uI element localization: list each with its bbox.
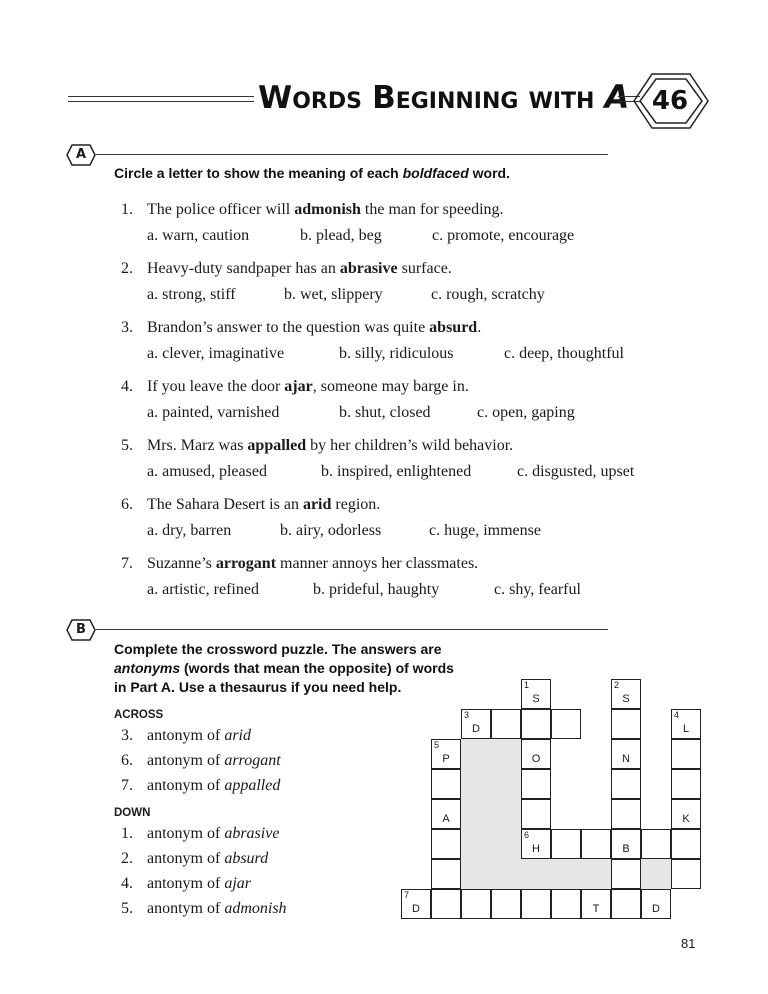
question-text: , someone may barge in. — [312, 378, 469, 395]
question-text: region. — [331, 496, 381, 513]
clue-word: abrasive — [224, 825, 280, 842]
question-text: by her children’s wild behavior. — [306, 437, 514, 454]
answer-option-a[interactable]: a. painted, varnished — [147, 404, 280, 421]
crossword-cell[interactable] — [431, 829, 461, 859]
question-text: Brandon’s answer to the question was quite — [147, 319, 430, 336]
vocab-word: arrogant — [215, 555, 277, 572]
crossword-cell[interactable] — [491, 889, 521, 919]
vocab-word: abrasive — [339, 260, 398, 277]
cell-letter: K — [682, 813, 690, 825]
clue-word: absurd — [224, 850, 269, 867]
crossword-shaded-area — [461, 769, 491, 799]
clue-number-label: 4 — [674, 710, 680, 720]
question-number: 2. — [121, 260, 133, 277]
header-rule-left-bottom — [68, 101, 254, 102]
down-clue-1 — [121, 824, 279, 844]
crossword-cell[interactable] — [431, 739, 461, 769]
clue-number-label: 2 — [614, 680, 620, 690]
answer-option-a[interactable]: a. warn, caution — [147, 227, 250, 244]
crossword-cell[interactable] — [641, 889, 671, 919]
clue-text: antonym of — [147, 777, 225, 794]
section-a-badge: A — [75, 147, 87, 162]
crossword-cell[interactable] — [551, 709, 581, 739]
crossword-shaded-area — [461, 799, 491, 829]
question-text: . — [477, 319, 482, 336]
crossword-cell[interactable] — [611, 709, 641, 739]
question-1 — [121, 200, 504, 220]
crossword-cell[interactable] — [431, 769, 461, 799]
clue-number: 7. — [121, 777, 133, 794]
crossword-cell[interactable] — [671, 829, 701, 859]
crossword-cell[interactable] — [521, 709, 551, 739]
cell-letter: N — [622, 753, 630, 765]
cell-letter: L — [682, 723, 690, 735]
across-clue-7 — [121, 776, 280, 796]
crossword-cell[interactable] — [461, 709, 491, 739]
crossword-shaded-area — [491, 859, 521, 889]
crossword-cell[interactable] — [611, 859, 641, 889]
question-text: manner annoys her classmates. — [276, 555, 479, 572]
question-number: 1. — [121, 201, 133, 218]
answer-option-a[interactable]: a. amused, pleased — [147, 463, 267, 480]
clue-text: antonym of — [147, 850, 225, 867]
cell-letter: D — [652, 903, 660, 915]
crossword-cell[interactable] — [521, 739, 551, 769]
clue-word: ajar — [224, 875, 251, 892]
clue-number: 6. — [121, 752, 133, 769]
answer-option-c[interactable]: c. promote, encourage — [432, 227, 575, 244]
down-heading: DOWN — [114, 807, 151, 819]
question-6 — [121, 495, 380, 515]
cell-letter: B — [622, 843, 630, 855]
clue-number-label: 7 — [404, 890, 410, 900]
question-text: The Sahara Desert is an — [147, 496, 303, 513]
crossword-shaded-area — [461, 739, 491, 769]
crossword-cell[interactable] — [611, 889, 641, 919]
answer-option-c[interactable]: c. deep, thoughtful — [504, 345, 624, 362]
crossword-cell[interactable] — [401, 889, 431, 919]
question-number: 7. — [121, 555, 133, 572]
clue-number: 2. — [121, 850, 133, 867]
crossword-cell[interactable] — [641, 829, 671, 859]
crossword-cell[interactable] — [611, 679, 641, 709]
crossword-cell[interactable] — [611, 799, 641, 829]
crossword-shaded-area — [491, 829, 521, 859]
crossword-cell[interactable] — [671, 859, 701, 889]
section-a-instruction: Circle a letter to show the meaning of each boldfaced word. — [114, 165, 510, 181]
crossword-shaded-area — [641, 859, 671, 889]
crossword-cell[interactable] — [581, 829, 611, 859]
question-text: The police officer will — [147, 201, 295, 218]
cell-letter: D — [472, 723, 480, 735]
clue-number-label: 5 — [434, 740, 440, 750]
crossword-cell[interactable] — [581, 889, 611, 919]
crossword-cell[interactable] — [611, 769, 641, 799]
clue-text: antonym of — [147, 875, 225, 892]
crossword-shaded-area — [551, 859, 581, 889]
crossword-cell[interactable] — [491, 709, 521, 739]
question-3 — [121, 318, 481, 338]
cell-letter: S — [622, 693, 630, 705]
down-clue-2 — [121, 849, 268, 869]
clue-number-label: 6 — [524, 830, 530, 840]
crossword-shaded-area — [491, 799, 521, 829]
clue-text: antonym of — [147, 727, 225, 744]
question-number: 6. — [121, 496, 133, 513]
question-text: the man for speeding. — [360, 201, 504, 218]
down-clue-5 — [121, 899, 287, 919]
answer-option-c[interactable]: c. huge, immense — [429, 522, 541, 539]
question-text: Mrs. Marz was — [147, 437, 248, 454]
section-b-badge: B — [76, 622, 86, 637]
crossword-shaded-area — [461, 829, 491, 859]
across-heading: ACROSS — [114, 709, 164, 721]
cell-letter: A — [442, 813, 450, 825]
crossword-cell[interactable] — [431, 799, 461, 829]
crossword-cell[interactable] — [461, 889, 491, 919]
vocab-word: appalled — [247, 437, 307, 454]
answer-option-b[interactable]: b. shut, closed — [339, 404, 431, 421]
vocab-word: arid — [302, 496, 332, 513]
section-a-rule — [96, 154, 608, 155]
question-text: Suzanne’s — [147, 555, 216, 572]
answer-option-c[interactable]: c. shy, fearful — [494, 581, 581, 598]
answer-option-c[interactable]: c. disgusted, upset — [517, 463, 635, 480]
answer-option-b[interactable]: b. silly, ridiculous — [339, 345, 454, 362]
question-number: 3. — [121, 319, 133, 336]
section-b-rule — [96, 629, 608, 630]
answer-option-b[interactable]: b. wet, slippery — [284, 286, 383, 303]
crossword-shaded-area — [521, 859, 551, 889]
cell-letter: P — [442, 753, 450, 765]
cell-letter: O — [531, 753, 541, 765]
question-5 — [121, 436, 513, 456]
crossword-shaded-area — [581, 859, 611, 889]
crossword-cell[interactable] — [671, 769, 701, 799]
clue-number: 4. — [121, 875, 133, 892]
crossword-cell[interactable] — [521, 829, 551, 859]
crossword-cell[interactable] — [671, 739, 701, 769]
clue-number-label: 3 — [464, 710, 470, 720]
crossword-cell[interactable] — [431, 889, 461, 919]
section-b-instruction: Complete the crossword puzzle. The answers are antonyms (words that mean the opposite) of words in Part A. Use a thesaurus if you need help. — [114, 641, 454, 695]
crossword-cell[interactable] — [551, 829, 581, 859]
crossword-cell[interactable] — [521, 679, 551, 709]
question-text: If you leave the door — [147, 378, 285, 395]
clue-word: arrogant — [224, 752, 281, 769]
cell-letter: D — [412, 903, 420, 915]
clue-word: appalled — [224, 777, 281, 794]
question-text: surface. — [397, 260, 452, 277]
answer-option-b[interactable]: b. inspired, enlightened — [321, 463, 472, 480]
question-number: 4. — [121, 378, 133, 395]
answer-option-a[interactable]: a. strong, stiff — [147, 286, 236, 303]
cell-letter: S — [532, 693, 540, 705]
vocab-word: ajar — [284, 378, 313, 395]
answer-option-a[interactable]: a. dry, barren — [147, 522, 232, 539]
crossword-cell[interactable] — [521, 799, 551, 829]
crossword-cell[interactable] — [671, 709, 701, 739]
clue-number: 1. — [121, 825, 133, 842]
cell-letter: T — [592, 903, 600, 915]
clue-word: arid — [224, 727, 251, 744]
question-4 — [121, 377, 469, 397]
page-number: 81 — [681, 936, 696, 951]
answer-option-a[interactable]: a. clever, imaginative — [147, 345, 285, 362]
vocab-word: absurd — [429, 319, 478, 336]
answer-option-c[interactable]: c. rough, scratchy — [431, 286, 545, 303]
clue-word: admonish — [224, 900, 287, 917]
lesson-number: 46 — [651, 86, 689, 116]
answer-option-b[interactable]: b. prideful, haughty — [313, 581, 440, 598]
answer-option-b[interactable]: b. plead, beg — [300, 227, 382, 244]
page-title: WORDS BEGINNING WITH A — [258, 78, 630, 116]
clue-text: antonym of — [147, 825, 225, 842]
crossword-shaded-area — [461, 859, 491, 889]
crossword-cell[interactable] — [431, 859, 461, 889]
answer-option-a[interactable]: a. artistic, refined — [147, 581, 259, 598]
question-2 — [121, 259, 452, 279]
cell-letter: H — [532, 843, 540, 855]
clue-text: antonym of — [147, 752, 225, 769]
vocab-word: admonish — [294, 201, 361, 218]
header-rule-left-top — [68, 96, 254, 97]
question-number: 5. — [121, 437, 133, 454]
crossword-shaded-area — [491, 739, 521, 769]
crossword-cell[interactable] — [671, 799, 701, 829]
across-clue-3 — [121, 726, 251, 746]
crossword-cell[interactable] — [551, 889, 581, 919]
question-7 — [121, 554, 478, 574]
answer-option-b[interactable]: b. airy, odorless — [280, 522, 382, 539]
crossword-cell[interactable] — [611, 829, 641, 859]
crossword-cell[interactable] — [611, 739, 641, 769]
clue-number-label: 1 — [524, 680, 530, 690]
answer-option-c[interactable]: c. open, gaping — [477, 404, 575, 421]
crossword-shaded-area — [491, 769, 521, 799]
down-clue-4 — [121, 874, 251, 894]
question-text: Heavy-duty sandpaper has an — [147, 260, 340, 277]
clue-text: anontym of — [147, 900, 225, 917]
clue-number: 3. — [121, 727, 133, 744]
clue-number: 5. — [121, 900, 133, 917]
crossword-cell[interactable] — [521, 769, 551, 799]
across-clue-6 — [121, 751, 281, 771]
crossword-cell[interactable] — [521, 889, 551, 919]
